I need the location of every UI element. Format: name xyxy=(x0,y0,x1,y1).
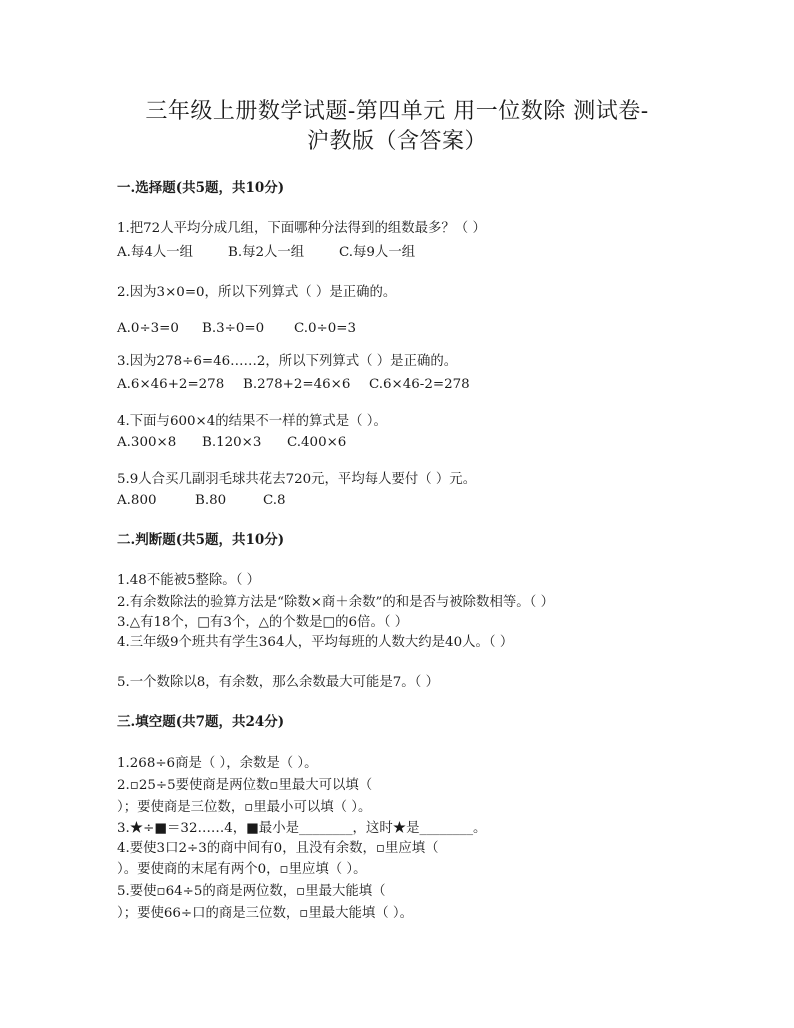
question-options xyxy=(117,245,415,261)
option-b: B.3÷0=0 xyxy=(202,321,265,336)
page-title-line2: 沪教版（含答案） xyxy=(306,129,487,154)
question-text: ）。要使商的末尾有两个0，▫里应填（ ）。 xyxy=(117,862,367,877)
option-b: B.80 xyxy=(195,493,227,508)
question-text: 5.一个数除以8，有余数，那么余数最大可能是7。（ ） xyxy=(117,675,439,690)
option-a: A.6×46+2=278 xyxy=(117,377,225,392)
option-a: A.0÷3=0 xyxy=(117,321,179,336)
section-heading-choice: 一.选择题(共5题，共10分) xyxy=(117,180,285,196)
question-text: 1.48不能被5整除。（ ） xyxy=(117,573,261,588)
question-text: 2.有余数除法的验算方法是“除数×商＋余数”的和是否与被除数相等。（ ） xyxy=(117,595,554,610)
option-a: A.每4人一组 xyxy=(117,245,194,260)
question-text: 3.△有18个，□有3个，△的个数是□的6倍。（ ） xyxy=(117,615,409,630)
question-options xyxy=(117,377,470,393)
question-text: 4.要使3口2÷3的商中间有0，且没有余数，▫里应填（ xyxy=(117,841,439,856)
page-title-line1: 三年级上册数学试题-第四单元 用一位数除 测试卷- xyxy=(145,99,649,124)
option-b: B.120×3 xyxy=(202,435,262,450)
question-text: 5.要使▫64÷5的商是两位数，▫里最大能填（ xyxy=(117,884,386,899)
option-b: B.每2人一组 xyxy=(228,245,305,260)
option-c: C.400×6 xyxy=(287,435,347,450)
section-heading-fill: 三.填空题(共7题，共24分) xyxy=(117,714,285,730)
option-b: B.278+2=46×6 xyxy=(243,377,351,392)
question-text: ）；要使商是三位数，▫里最小可以填（ ）。 xyxy=(117,800,372,815)
option-c: C.每9人一组 xyxy=(339,245,416,260)
question-text: 1.把72人平均分成几组，下面哪种分法得到的组数最多？（ ） xyxy=(117,221,486,236)
option-c: C.0÷0=3 xyxy=(294,321,357,336)
option-c: C.6×46-2=278 xyxy=(369,377,470,392)
question-options xyxy=(117,435,346,451)
section-heading-judge: 二.判断题(共5题，共10分) xyxy=(117,532,285,548)
question-options xyxy=(117,493,286,509)
question-text: 4.下面与600×4的结果不一样的算式是（ ）。 xyxy=(117,414,387,429)
question-text: 3.★÷■＝32……4，■最小是________，这时★是________。 xyxy=(117,821,487,836)
option-a: A.300×8 xyxy=(117,435,177,450)
question-text: 1.268÷6商是（ ），余数是（ ）。 xyxy=(117,756,318,771)
question-text: 5.9人合买几副羽毛球共花去720元，平均每人要付（ ）元。 xyxy=(117,472,477,487)
question-text: 2.▫25÷5要使商是两位数▫里最大可以填（ xyxy=(117,778,373,793)
question-text: 4.三年级9个班共有学生364人，平均每班的人数大约是40人。（ ） xyxy=(117,635,514,650)
question-text: ）；要使66÷口的商是三位数，▫里最大能填（ ）。 xyxy=(117,906,414,921)
question-text: 2.因为3×0=0，所以下列算式（ ）是正确的。 xyxy=(117,285,397,300)
question-text: 3.因为278÷6=46……2，所以下列算式（ ）是正确的。 xyxy=(117,354,458,369)
option-c: C.8 xyxy=(263,493,286,508)
option-a: A.800 xyxy=(117,493,157,508)
question-options xyxy=(117,321,356,337)
